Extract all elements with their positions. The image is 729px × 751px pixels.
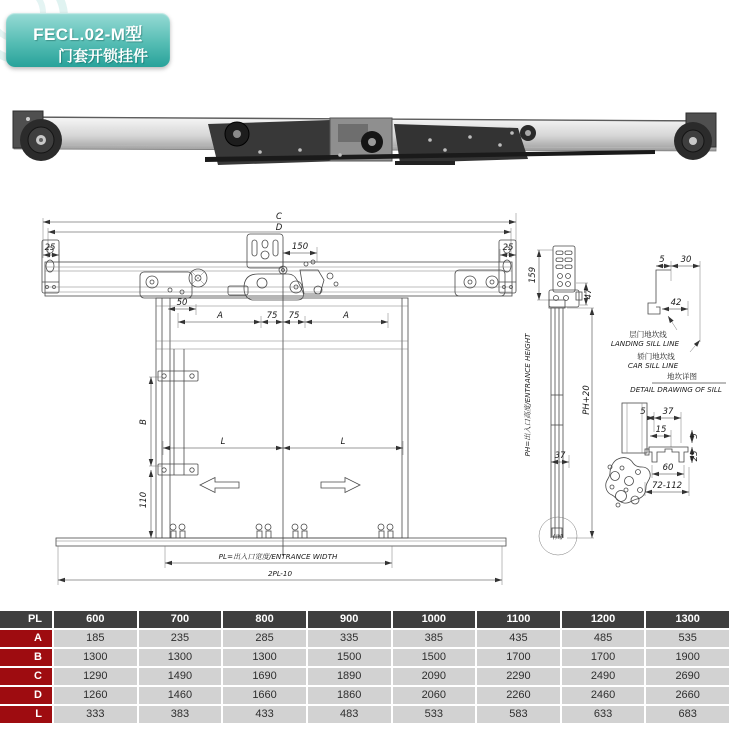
row-label-D: D xyxy=(0,687,52,704)
section-dim-15-label: 15 xyxy=(655,425,667,435)
sill-bar xyxy=(56,538,506,546)
table-cell: 2290 xyxy=(477,668,560,685)
table-cell: 2490 xyxy=(562,668,645,685)
open-direction-arrow-right xyxy=(321,478,360,493)
door-shoe xyxy=(292,524,307,538)
sill-detail xyxy=(611,255,726,394)
total-width-label: 2PL-10 xyxy=(267,569,293,578)
table-header-cell: 800 xyxy=(223,611,306,628)
dim-a-left-label: A xyxy=(217,311,223,321)
table-cell: 1290 xyxy=(54,668,137,685)
table-corner-cell: PL xyxy=(0,611,52,628)
dim-ph20-label: PH+20 xyxy=(582,385,592,415)
row-label-L: L xyxy=(0,706,52,723)
table-cell: 1300 xyxy=(54,649,137,666)
row-label-B: B xyxy=(0,649,52,666)
section-dim-5-label: 5 xyxy=(640,407,646,417)
table-cell: 1890 xyxy=(308,668,391,685)
landing-sill-line-cn: 层门地坎线 xyxy=(629,330,667,339)
table-cell: 285 xyxy=(223,630,306,647)
table-cell: 2260 xyxy=(477,687,560,704)
car-sill-line-cn: 轿门地坎线 xyxy=(637,352,675,361)
spec-table xyxy=(0,611,729,723)
technical-drawing xyxy=(0,190,729,605)
table-header-cell: 1200 xyxy=(562,611,645,628)
table-header-cell: 1100 xyxy=(477,611,560,628)
sill-dim-42-label: 42 xyxy=(670,298,682,308)
table-header-cell: 900 xyxy=(308,611,391,628)
dim-d-label: D xyxy=(275,223,283,233)
table-header-cell: 1300 xyxy=(646,611,729,628)
sill-dim-5-label: 5 xyxy=(659,255,665,265)
dim-47-label: 47 xyxy=(584,288,594,300)
sill-dim-30-label: 30 xyxy=(680,255,692,265)
product-name: 门套开锁挂件 xyxy=(57,48,148,65)
dim-159-label: 159 xyxy=(528,266,538,284)
table-header-cell: 700 xyxy=(139,611,222,628)
table-cell: 2090 xyxy=(393,668,476,685)
table-cell: 2690 xyxy=(646,668,729,685)
title-badge xyxy=(6,13,170,67)
dim-75-right-label: 75 xyxy=(288,311,300,321)
table-cell: 2660 xyxy=(646,687,729,704)
door-panels xyxy=(156,298,408,538)
row-label-A: A xyxy=(0,630,52,647)
table-cell: 1300 xyxy=(223,649,306,666)
entrance-width-label: PL=出入口宽度/ENTRANCE WIDTH xyxy=(218,552,338,561)
sill-detail-title-cn: 地坎详图 xyxy=(667,372,697,381)
detail-reference-label: (图) xyxy=(552,534,564,541)
table-cell: 1700 xyxy=(477,649,560,666)
dim-50-label: 50 xyxy=(176,298,188,308)
table-cell: 683 xyxy=(646,706,729,723)
section-dim-25-label: 25 xyxy=(690,450,700,462)
door-coupler-vane xyxy=(158,349,198,475)
model-number: FECL.02-M型 xyxy=(33,25,143,44)
sill-cross-section xyxy=(606,403,700,507)
table-cell: 1660 xyxy=(223,687,306,704)
table-cell: 1490 xyxy=(139,668,222,685)
table-cell: 333 xyxy=(54,706,137,723)
dim-37-label: 37 xyxy=(554,451,566,461)
car-sill-line-en: CAR SILL LINE xyxy=(627,361,679,370)
table-cell: 1300 xyxy=(139,649,222,666)
table-cell: 235 xyxy=(139,630,222,647)
dim-150-label: 150 xyxy=(291,242,309,252)
table-cell: 1260 xyxy=(54,687,137,704)
side-elevation xyxy=(523,246,594,555)
table-cell: 1700 xyxy=(562,649,645,666)
table-cell: 1500 xyxy=(308,649,391,666)
table-cell: 435 xyxy=(477,630,560,647)
front-elevation xyxy=(42,212,516,585)
dim-b-label: B xyxy=(139,419,149,425)
entrance-height-label: PH=出入口高度/ENTRANCE HEIGHT xyxy=(523,333,532,457)
table-header-cell: 600 xyxy=(54,611,137,628)
dim-l-right-label: L xyxy=(340,437,346,447)
table-cell: 1860 xyxy=(308,687,391,704)
dim-75-left-label: 75 xyxy=(266,311,278,321)
door-shoe xyxy=(378,524,393,538)
section-dim-72-112-label: 72-112 xyxy=(651,481,683,491)
table-cell: 2460 xyxy=(562,687,645,704)
section-dim-5b-label: 5 xyxy=(690,433,700,439)
table-cell: 583 xyxy=(477,706,560,723)
row-label-C: C xyxy=(0,668,52,685)
table-cell: 185 xyxy=(54,630,137,647)
dim-c-label: C xyxy=(276,212,282,222)
door-shoe xyxy=(256,524,271,538)
center-hanger-bracket xyxy=(247,234,283,268)
dim-110-label: 110 xyxy=(139,491,149,509)
table-cell: 1500 xyxy=(393,649,476,666)
dim-a-right-label: A xyxy=(343,311,349,321)
table-cell: 2060 xyxy=(393,687,476,704)
dim-25-right-label: 25 xyxy=(502,243,514,253)
sill-detail-title-en: DETAIL DRAWING OF SILL xyxy=(630,385,722,394)
table-cell: 485 xyxy=(562,630,645,647)
product-photo xyxy=(0,103,729,181)
dim-25-left-label: 25 xyxy=(44,243,56,253)
section-dim-37-label: 37 xyxy=(662,407,674,417)
table-cell: 1690 xyxy=(223,668,306,685)
table-cell: 1900 xyxy=(646,649,729,666)
open-direction-arrow-left xyxy=(200,478,239,493)
mounting-bracket-plate xyxy=(606,458,650,507)
table-cell: 535 xyxy=(646,630,729,647)
dim-l-left-label: L xyxy=(220,437,226,447)
table-cell: 383 xyxy=(139,706,222,723)
door-operator-track xyxy=(13,111,716,165)
table-cell: 533 xyxy=(393,706,476,723)
table-cell: 433 xyxy=(223,706,306,723)
landing-sill-line-en: LANDING SILL LINE xyxy=(610,339,680,348)
table-header-cell: 1000 xyxy=(393,611,476,628)
table-cell: 335 xyxy=(308,630,391,647)
table-cell: 633 xyxy=(562,706,645,723)
table-cell: 483 xyxy=(308,706,391,723)
door-shoe xyxy=(170,524,185,538)
section-dim-60-label: 60 xyxy=(662,463,674,473)
table-cell: 1460 xyxy=(139,687,222,704)
table-cell: 385 xyxy=(393,630,476,647)
